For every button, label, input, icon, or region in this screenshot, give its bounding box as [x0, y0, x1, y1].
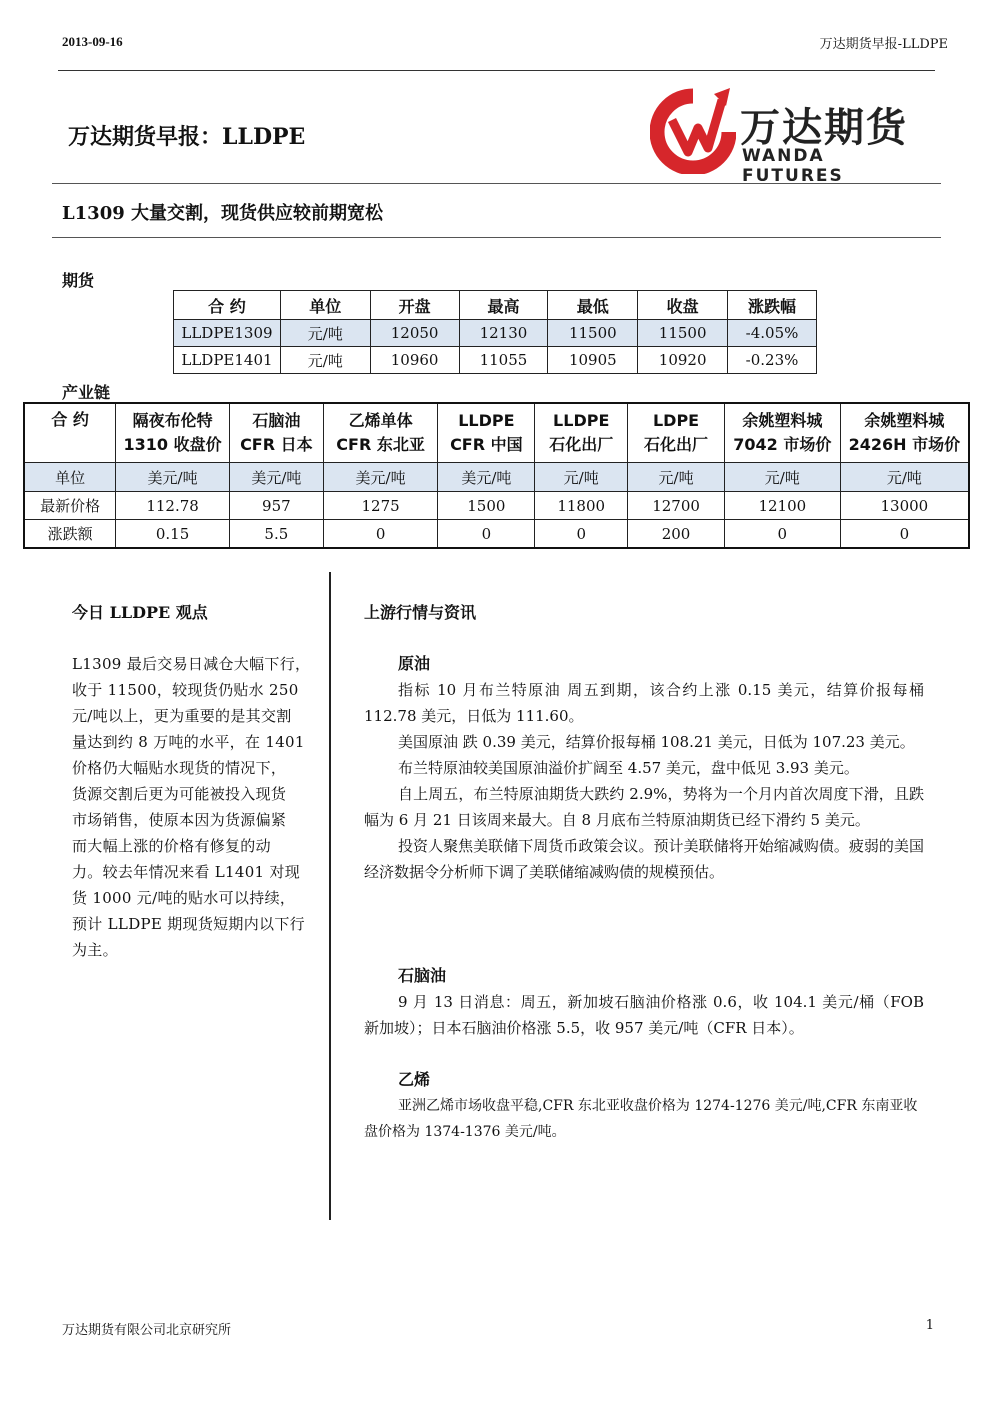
table-cell: 11055	[459, 347, 548, 374]
industry-header-cell	[628, 403, 725, 463]
table-cell: 0	[840, 520, 969, 549]
footer-company: 万达期货有限公司北京研究所	[62, 1323, 232, 1338]
crude-paragraph: 美国原油 跌 0.39 美元，结算价报每桶 108.21 美元，日低为 107.23 美元。	[398, 733, 915, 751]
header-line-1: 乙烯单体	[348, 411, 413, 430]
header-line-2: CFR 东北亚	[336, 435, 425, 454]
table-cell: 1275	[323, 492, 438, 520]
table-cell: -0.23%	[728, 347, 817, 374]
view-line: L1309 最后交易日减仓大幅下行，	[72, 655, 311, 673]
table-cell: 957	[229, 492, 323, 520]
table-cell: 元/吨	[840, 463, 969, 492]
header-rule	[58, 70, 935, 71]
table-cell: 10960	[370, 347, 459, 374]
ethylene-heading: 乙烯	[398, 1070, 431, 1089]
view-line: 为主。	[72, 941, 118, 959]
table-cell: 11500	[638, 320, 728, 347]
naphtha-heading: 石脑油	[398, 966, 447, 985]
futures-header-cell: 开盘	[370, 291, 459, 320]
table-cell: 0	[535, 520, 628, 549]
header-line-2: 石化出厂	[644, 435, 709, 454]
table-cell: 12050	[370, 320, 459, 347]
table-cell: 5.5	[229, 520, 323, 549]
header-line-2: 2426H 市场价	[848, 435, 961, 454]
table-cell: 元/吨	[280, 320, 370, 347]
futures-header-cell: 最高	[459, 291, 548, 320]
table-cell: 最新价格	[24, 492, 116, 520]
futures-header-cell: 收盘	[638, 291, 728, 320]
futures-header-cell: 最低	[548, 291, 638, 320]
table-cell: 0	[724, 520, 840, 549]
view-line: 收于 11500，较现货仍贴水 250	[72, 681, 299, 699]
header-line-1: LLDPE	[458, 411, 515, 430]
table-cell: 元/吨	[535, 463, 628, 492]
crude-paragraph: 自上周五，布兰特原油期货大跌约 2.9%，势将为一个月内首次周度下滑，且跌幅为 6 月 21 日该周来最大。自 8 月底布兰特原油期货已经下滑约 5 美元。	[364, 785, 924, 829]
view-line: 市场销售，使原本因为货源偏紧	[72, 811, 287, 829]
view-line: 力。较去年情况来看 L1401 对现	[72, 863, 301, 881]
table-cell: 元/吨	[724, 463, 840, 492]
table-cell: -4.05%	[728, 320, 817, 347]
table-cell: 美元/吨	[438, 463, 535, 492]
page-number: 1	[925, 1318, 934, 1333]
industry-header-cell	[229, 403, 323, 463]
header-line-2: CFR 中国	[450, 435, 523, 454]
table-cell: 10905	[548, 347, 638, 374]
view-line: 价格仍大幅贴水现货的情况下，	[72, 759, 287, 777]
naphtha-section	[364, 963, 924, 1041]
industry-header-cell	[724, 403, 840, 463]
table-cell: 0	[323, 520, 438, 549]
wanda-logo	[650, 86, 940, 186]
industry-label: 产业链	[62, 383, 111, 402]
table-cell: 12700	[628, 492, 725, 520]
naphtha-paragraph: 9 月 13 日消息：周五，新加坡石脑油价格涨 0.6，收 104.1 美元/桶（FOB 新加坡）；日本石脑油价格涨 5.5，收 957 美元/吨（CFR 日本）。	[364, 993, 924, 1037]
logo-english-text: WANDA FUTURES	[742, 146, 844, 186]
unit-row	[24, 463, 969, 492]
ethylene-paragraph: 亚洲乙烯市场收盘平稳,CFR 东北亚收盘价格为 1274-1276 美元/吨,CFR 东南亚收盘价格为 1374-1376 美元/吨。	[364, 1098, 918, 1140]
table-row	[174, 320, 817, 347]
table-cell: 元/吨	[280, 347, 370, 374]
table-cell: 涨跌额	[24, 520, 116, 549]
table-cell: 0	[438, 520, 535, 549]
upstream-title: 上游行情与资讯	[364, 603, 477, 622]
view-title: 今日 LLDPE 观点	[72, 603, 208, 622]
futures-header-row	[174, 291, 817, 320]
futures-header-cell: 合 约	[174, 291, 281, 320]
industry-header-cell	[438, 403, 535, 463]
view-line: 货 1000 元/吨的贴水可以持续，	[72, 889, 296, 907]
header-line-2: 1310 收盘价	[123, 435, 222, 454]
view-line: 预计 LLDPE 期现货短期内以下行	[72, 915, 305, 933]
title-rule	[52, 183, 941, 184]
industry-header-row	[24, 403, 969, 463]
view-line: 元/吨以上，更为重要的是其交割	[72, 707, 292, 725]
futures-table	[173, 290, 817, 374]
table-cell: 0.15	[116, 520, 230, 549]
header-line-2: 石化出厂	[549, 435, 614, 454]
headline-rule	[52, 237, 941, 238]
header-line-1: 石脑油	[252, 411, 301, 430]
view-line: 量达到约 8 万吨的水平，在 1401	[72, 733, 305, 751]
table-cell: 单位	[24, 463, 116, 492]
industry-header-cell	[116, 403, 230, 463]
table-cell: 美元/吨	[229, 463, 323, 492]
table-row	[24, 492, 969, 520]
table-cell: 112.78	[116, 492, 230, 520]
table-cell: 200	[628, 520, 725, 549]
table-cell: LLDPE1309	[174, 320, 281, 347]
header-line-1: 隔夜布伦特	[132, 411, 213, 430]
table-cell: 12100	[724, 492, 840, 520]
header-line-1: 余姚塑料城	[742, 411, 823, 430]
crude-heading: 原油	[398, 654, 431, 673]
view-line: 货源交割后更为可能被投入现货	[72, 785, 287, 803]
table-cell: 1500	[438, 492, 535, 520]
view-line: 而大幅上涨的价格有修复的动	[72, 837, 271, 855]
table-cell: LLDPE1401	[174, 347, 281, 374]
futures-header-cell: 单位	[280, 291, 370, 320]
crude-paragraph: 投资人聚焦美联储下周货币政策会议。预计美联储将开始缩减购债。疲弱的美国经济数据令分析师下调了美联储缩减购债的规模预估。	[364, 837, 924, 881]
header-line-2: 7042 市场价	[733, 435, 832, 454]
table-row	[174, 347, 817, 374]
table-cell: 11500	[548, 320, 638, 347]
header-line-1: 余姚塑料城	[864, 411, 945, 430]
view-text	[72, 651, 322, 963]
headline: L1309 大量交割，现货供应较前期宽松	[62, 203, 384, 224]
table-cell: 11800	[535, 492, 628, 520]
header-line-1: LDPE	[652, 411, 700, 430]
header-line-1: LLDPE	[553, 411, 610, 430]
page-title: 万达期货早报：LLDPE	[68, 124, 306, 150]
header-report-name: 万达期货早报-LLDPE	[819, 37, 948, 52]
report-date: 2013-09-16	[62, 34, 123, 49]
header-line-2: CFR 日本	[240, 435, 313, 454]
logo-chinese-text: 万达期货	[740, 105, 908, 151]
table-cell: 13000	[840, 492, 969, 520]
wanda-logo-mark-icon	[650, 86, 736, 174]
ethylene-section	[364, 1067, 924, 1145]
futures-header-cell: 涨跌幅	[728, 291, 817, 320]
table-cell: 10920	[638, 347, 728, 374]
table-cell: 美元/吨	[323, 463, 438, 492]
industry-header-cell	[24, 403, 116, 463]
table-row	[24, 520, 969, 549]
crude-section	[364, 651, 924, 885]
crude-paragraph: 指标 10 月布兰特原油 周五到期，该合约上涨 0.15 美元，结算价报每桶 112.78 美元，日低为 111.60。	[364, 681, 924, 725]
table-cell: 美元/吨	[116, 463, 230, 492]
column-divider	[329, 572, 331, 1220]
table-cell: 12130	[459, 320, 548, 347]
industry-header-cell	[840, 403, 969, 463]
futures-label: 期货	[62, 271, 95, 290]
crude-paragraph: 布兰特原油较美国原油溢价扩阔至 4.57 美元，盘中低见 3.93 美元。	[398, 759, 859, 777]
industry-table	[23, 402, 970, 549]
industry-header-cell	[323, 403, 438, 463]
table-cell: 元/吨	[628, 463, 725, 492]
header-line-1: 合 约	[51, 410, 89, 429]
industry-header-cell	[535, 403, 628, 463]
